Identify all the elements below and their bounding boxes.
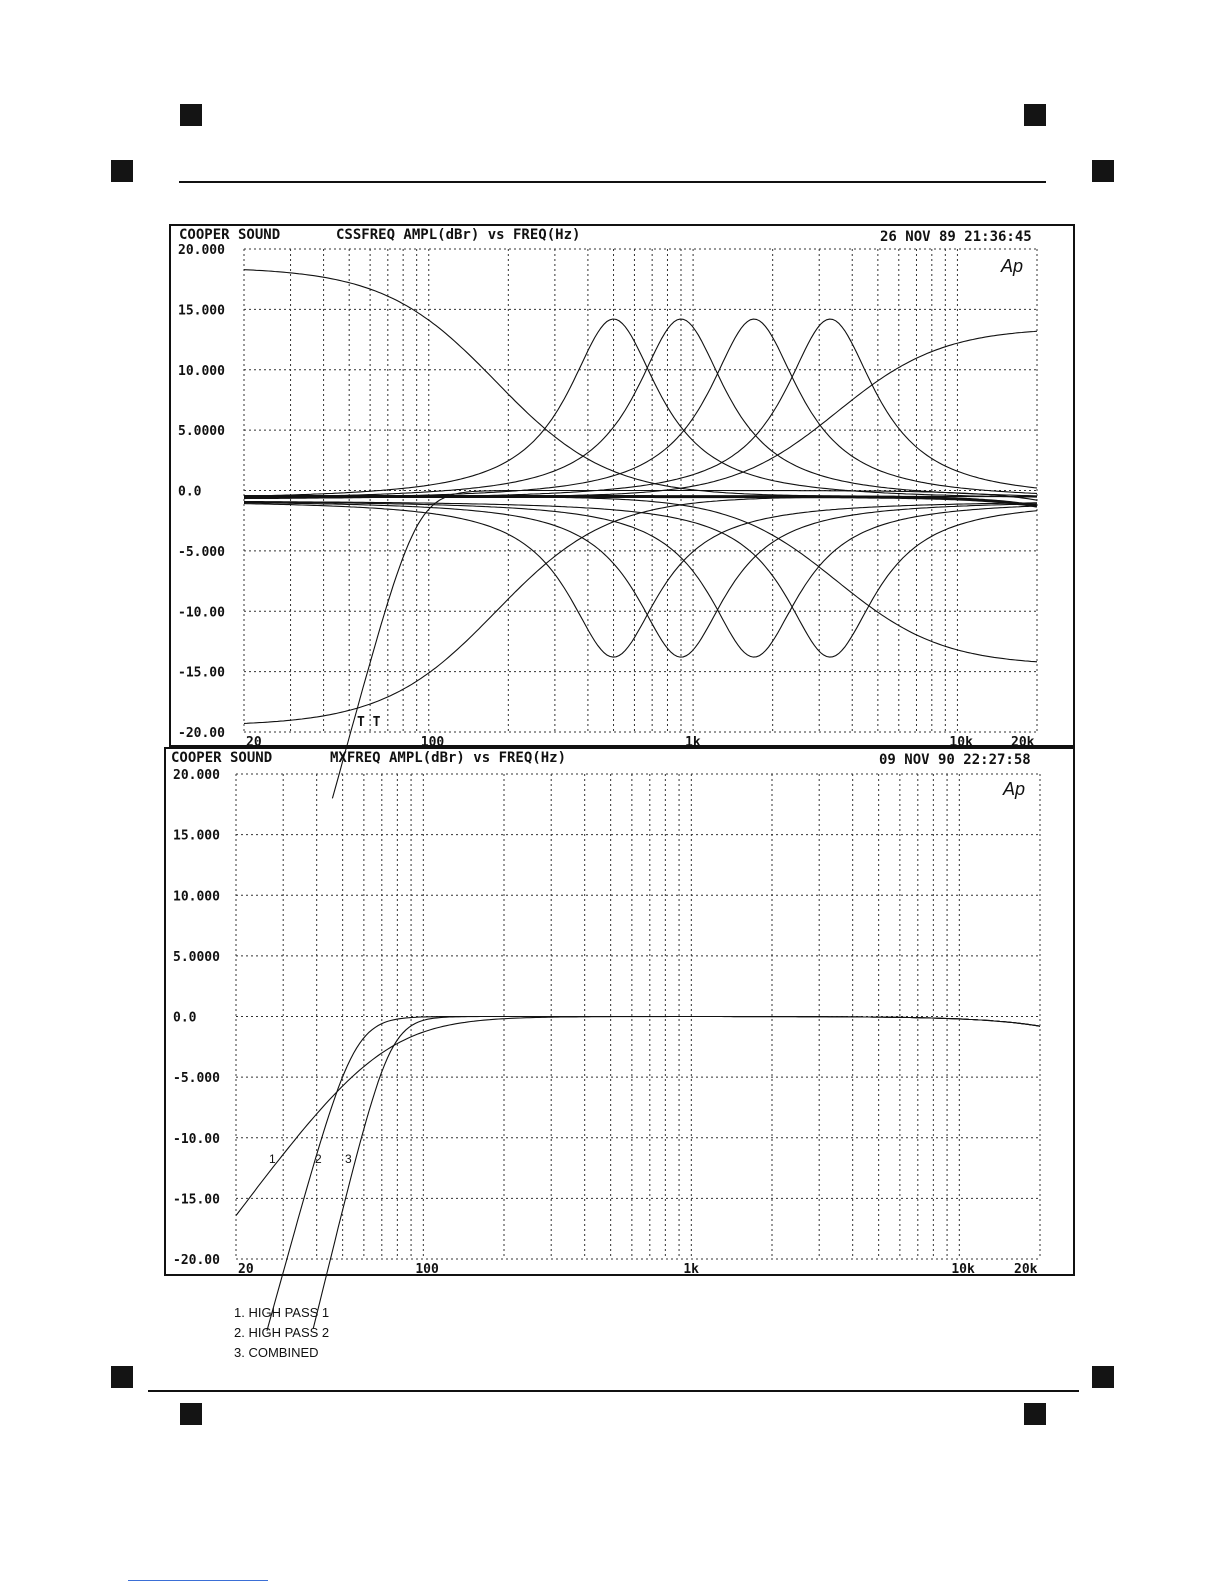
chart-title: MXFREQ AMPL(dBr) vs FREQ(Hz) — [330, 750, 567, 766]
y-tick-label: -5.000 — [178, 544, 225, 560]
y-tick-label: -20.00 — [173, 1253, 220, 1268]
x-tick-label: 100 — [415, 1262, 439, 1277]
registration-mark-lower-right — [1092, 1366, 1114, 1388]
series-curve-5 — [244, 319, 1037, 497]
series-curve-12 — [244, 502, 1037, 657]
highpass-response-chart — [163, 747, 1076, 1277]
chart-title: CSSFREQ AMPL(dBr) vs FREQ(Hz) — [336, 227, 581, 243]
x-tick-label: 1k — [685, 735, 701, 750]
y-tick-label: 0.0 — [173, 1010, 197, 1026]
curve-label-2: 2 — [315, 1152, 322, 1166]
ap-logo: Ap — [1003, 779, 1026, 799]
x-tick-label: 10k — [949, 735, 973, 750]
x-tick-label: 100 — [420, 735, 445, 750]
bottom-rule — [148, 1390, 1079, 1392]
legend-item-high-pass-1: 1. HIGH PASS 1 — [234, 1305, 330, 1320]
y-tick-label: 15.000 — [178, 303, 225, 319]
series-curve-8 — [244, 503, 1037, 657]
series-curve-3 — [313, 1017, 1040, 1329]
y-tick-label: 10.000 — [173, 889, 220, 905]
y-tick-label: -5.000 — [173, 1071, 220, 1087]
curve-label-3: 3 — [345, 1152, 352, 1166]
registration-mark-bottom-right — [1024, 1403, 1046, 1425]
y-tick-label: 0.0 — [178, 484, 202, 500]
series-curve-11 — [244, 319, 1037, 499]
series-curve-1 — [236, 1017, 1040, 1216]
series-curve-2 — [267, 1017, 1040, 1331]
series-curve-10 — [244, 502, 1037, 657]
y-tick-label: 5.0000 — [173, 949, 220, 965]
chart-timestamp: 26 NOV 89 21:36:45 — [880, 229, 1032, 245]
registration-mark-lower-left — [111, 1366, 133, 1388]
y-tick-label: 20.000 — [178, 243, 225, 258]
y-tick-label: -10.00 — [173, 1131, 220, 1147]
top-rule — [179, 181, 1046, 183]
annotation-tt: T T — [357, 715, 381, 730]
registration-mark-top-right — [1024, 104, 1046, 126]
series-curve-7 — [244, 319, 1037, 497]
registration-mark-upper-right — [1092, 160, 1114, 182]
y-tick-label: 20.000 — [173, 768, 220, 783]
x-tick-label: 20 — [246, 735, 262, 750]
x-tick-label: 20k — [1011, 735, 1035, 750]
registration-mark-top-left — [180, 104, 202, 126]
registration-mark-bottom-left — [180, 1403, 202, 1425]
y-tick-label: 5.0000 — [178, 424, 225, 440]
y-tick-label: -15.00 — [178, 665, 225, 681]
x-tick-label: 10k — [951, 1262, 975, 1277]
legend-item-high-pass-2: 2. HIGH PASS 2 — [234, 1325, 330, 1340]
legend-item-combined: 3. COMBINED — [234, 1345, 319, 1360]
footer-link-underline — [128, 1580, 268, 1581]
x-tick-label: 20k — [1014, 1262, 1038, 1277]
series-curve-4 — [244, 497, 1037, 662]
series-curve-6 — [244, 503, 1037, 657]
x-tick-label: 20 — [238, 1262, 254, 1277]
y-tick-label: 15.000 — [173, 828, 220, 844]
y-tick-label: -15.00 — [173, 1192, 220, 1208]
y-tick-label: -20.00 — [178, 726, 225, 741]
series-curve-9 — [244, 319, 1037, 498]
x-tick-label: 1k — [683, 1262, 699, 1277]
curve-label-1: 1 — [269, 1152, 276, 1166]
y-tick-label: -10.00 — [178, 605, 225, 621]
series-curve-3 — [244, 331, 1037, 496]
chart-frame — [165, 748, 1074, 1275]
chart-company: COOPER SOUND — [179, 227, 281, 243]
chart-timestamp: 09 NOV 90 22:27:58 — [879, 752, 1031, 768]
eq-response-chart — [168, 224, 1076, 748]
y-tick-label: 10.000 — [178, 363, 225, 379]
ap-logo: Ap — [1001, 256, 1024, 276]
chart-company: COOPER SOUND — [171, 750, 273, 766]
registration-mark-upper-left — [111, 160, 133, 182]
curve-legend — [234, 1303, 329, 1363]
